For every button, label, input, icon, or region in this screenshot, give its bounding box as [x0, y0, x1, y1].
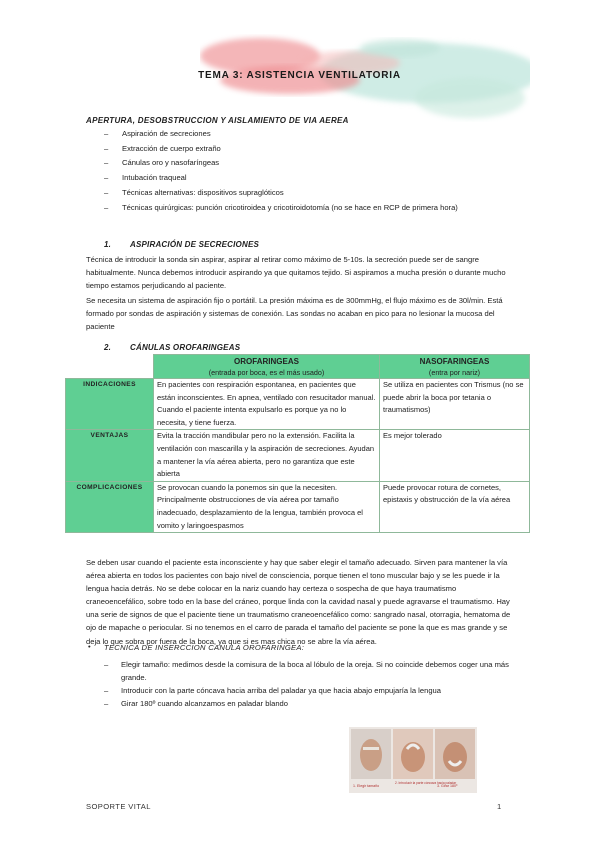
aspiracion-paragraph-2: Se necesita un sistema de aspiración fijo o portátil. La presión máxima es de 300mmHg, el flujo máximo es de 30l/min. Está formado por sondas de aspiración y sistemas de conexión. Las sondas no acaban en pico para no lesionar la mucosa del paciente [86, 296, 503, 332]
column-header-orofaringeas [154, 355, 380, 379]
section-heading-canulas [104, 343, 240, 352]
section-heading-aspiracion [104, 240, 259, 249]
section-heading-text: ASPIRACIÓN DE SECRECIONES [130, 240, 260, 249]
list-item: – Técnicas alternativas: dispositivos supraglóticos [104, 186, 514, 201]
footer-course-name: SOPORTE VITAL [86, 802, 151, 811]
document-title: TEMA 3: ASISTENCIA VENTILATORIA [198, 70, 401, 81]
table-cell: Evita la tracción mandibular pero no la extensión. Facilita la ventilación con mascarilla y la aspiración de secreciones. Ayudan a mantener la vía aérea abierta, pero no garantiza que este abierta [154, 430, 380, 481]
row-label-complicaciones: COMPLICACIONES [66, 481, 154, 532]
table-cell: Es mejor tolerado [380, 430, 530, 481]
row-label-indicaciones: INDICACIONES [66, 379, 154, 430]
page-number: 1 [497, 802, 502, 811]
table-cell: Se utiliza en pacientes con Trismus (no se puede abrir la boca por tetania o traumatismos) [380, 379, 530, 430]
column-title: NASOFARINGEAS [419, 357, 490, 366]
list-item: – Extracción de cuerpo extraño [104, 142, 514, 157]
aspiracion-paragraph-1: Técnica de introducir la sonda sin aspirar, aspirar al retirar como máximo de 5-10s. la secreción puede ser de sangre habitualmente. Nunca debemos introducir aspirando ya que quitamos tejido. Si aspiramos a mucha presión o durante mucho tiempo estamos perjudicando al paciente. [86, 255, 506, 291]
row-label-ventajas: VENTAJAS [66, 430, 154, 481]
photo-caption-2: 2. Introducir la parte cóncava hacia paladar [395, 781, 457, 785]
table-corner-cell [66, 355, 154, 379]
column-title: OROFARINGEAS [234, 357, 299, 366]
apertura-list [104, 127, 514, 215]
column-header-nasofaringeas [380, 355, 530, 379]
section-number: 1. [104, 240, 112, 249]
insertion-technique-photo [349, 727, 477, 793]
table-cell: En pacientes con respiración espontanea, en pacientes que están inconscientes. En apnea, ventilado con resucitador manual. Cuando el paciente intenta expulsarlo es porque ya no lo necesita, y tiene fuerza. [154, 379, 380, 430]
table-row [66, 481, 530, 532]
column-subtitle: (entrada por boca, es el más usado) [208, 367, 325, 377]
list-item: – Elegir tamaño: medimos desde la comisura de la boca al lóbulo de la oreja. Si no coincide debemos coger una más grande. [104, 658, 524, 684]
table-header-row [66, 355, 530, 379]
photo-caption-3: 3. Girar 180º [437, 784, 458, 788]
technique-steps [104, 658, 524, 710]
section-heading-text: CÁNULAS OROFARINGEAS [130, 343, 241, 352]
photo-caption-1: 1. Elegir tamaño [353, 784, 380, 788]
canulas-comparison-table [65, 354, 530, 533]
list-item: – Técnicas quirúrgicas: punción cricotiroidea y cricotiroidotomía (no se hace en RCP de primera hora) [104, 201, 514, 216]
technique-heading: • TECNICA DE INSERCCION CANULA OROFARINGEA: [104, 643, 304, 652]
section-title-apertura: APERTURA, DESOBSTRUCCION Y AISLAMIENTO DE VIA AEREA [86, 116, 349, 125]
list-item: – Girar 180º cuando alcanzamos en paladar blando [104, 697, 524, 710]
table-cell: Se provocan cuando la ponemos sin que la necesiten. Principalmente obstrucciones de vía aérea por tamaño inadecuado, desplazamiento de la lengua, también provoca el vomito y laringoespasmos [154, 481, 380, 532]
list-item: – Introducir con la parte cóncava hacia arriba del paladar ya que hacia abajo empujaría la lengua [104, 684, 524, 697]
list-item: – Intubación traqueal [104, 171, 514, 186]
list-item: – Aspiración de secreciones [104, 127, 514, 142]
table-row [66, 430, 530, 481]
section-number: 2. [104, 343, 112, 352]
table-cell: Puede provocar rotura de cornetes, epistaxis y obstrucción de la vía aérea [380, 481, 530, 532]
canulas-paragraph: Se deben usar cuando el paciente esta inconsciente y hay que saber elegir el tamaño adecuado. Sirven para mantener la vía aérea abierta en todos los pacientes con bajo nivel de consciencia, porque tienen el tono muscular bajo y se les puede ir la lengua hacia detrás. No se debe colocar en la nariz cuando hay certeza o sospecha de que haya traumatismo craneoencefálico, sobre todo en la base del cráneo, porque linda con la cavidad nasal y puede agravarse el traumatismo. Hay una serie de signos de que el paciente tiene un traumatismo craneoencefálico como: sangrado nasal, otorragia, hematoma de ojo de mapache o periocular. Si no tenemos en el carro de parada el tamaño del paciente se pone la que es mas grande y se deja lo que sobra por fuera de la boca, ya que si es mas chica no se abre la vía aérea. [86, 558, 511, 646]
column-subtitle: (entra por nariz) [428, 367, 481, 377]
table-row [66, 379, 530, 430]
list-item: – Cánulas oro y nasofaríngeas [104, 156, 514, 171]
